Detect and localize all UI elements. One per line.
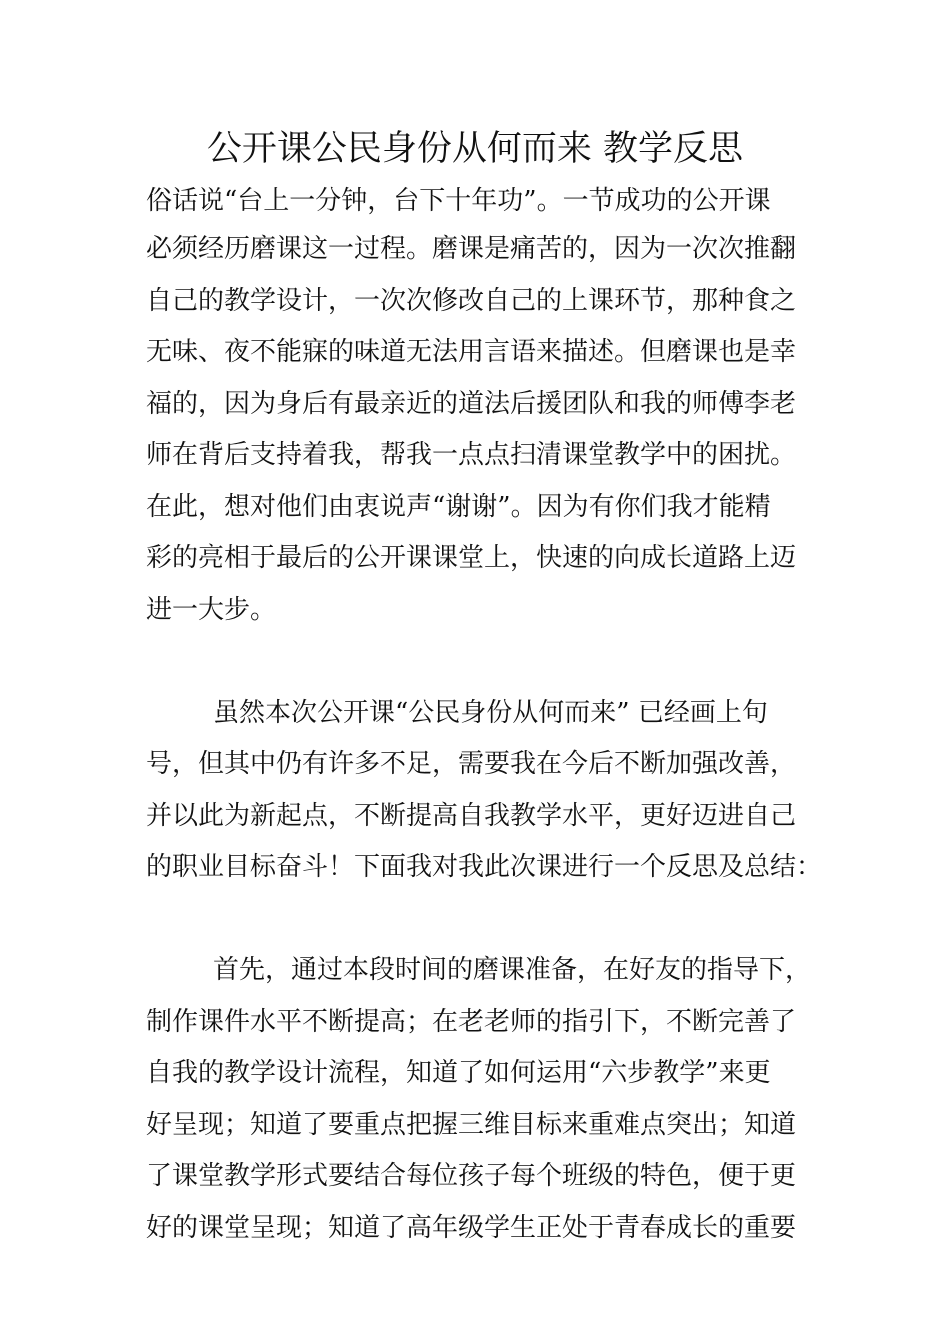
paragraph-line: 自我的教学设计流程，知道了如何运用“六步教学”来更 (146, 1058, 771, 1088)
paragraph-line: 虽然本次公开课“公民身份从何而来” 已经画上句 (213, 698, 768, 728)
paragraph-line: 无味、夜不能寐的味道无法用言语来描述。但磨课也是幸 (146, 337, 797, 367)
paragraph-line: 在此，想对他们由衷说声“谢谢”。因为有你们我才能精 (146, 492, 771, 522)
paragraph-line: 制作课件水平不断提高；在老老师的指引下，不断完善了 (146, 1007, 797, 1037)
paragraph-line: 彩的亮相于最后的公开课课堂上，快速的向成长道路上迈 (146, 543, 797, 573)
paragraph-line: 首先，通过本段时间的磨课准备，在好友的指导下， (213, 955, 812, 985)
paragraph-line: 并以此为新起点，不断提高自我教学水平，更好迈进自己 (146, 801, 797, 831)
paragraph-line: 的职业目标奋斗！下面我对我此次课进行一个反思及总结： (146, 852, 823, 882)
paragraph-line: 师在背后支持着我，帮我一点点扫清课堂教学中的困扰。 (146, 440, 797, 470)
paragraph-line: 好的课堂呈现；知道了高年级学生正处于青春成长的重要 (146, 1213, 797, 1243)
paragraph-line: 俗话说“台上一分钟，台下十年功”。一节成功的公开课 (146, 186, 771, 216)
paragraph-line: 自己的教学设计，一次次修改自己的上课环节，那种食之 (146, 286, 797, 316)
paragraph-line: 进一大步。 (146, 595, 277, 625)
paragraph-line: 必须经历磨课这一过程。磨课是痛苦的，因为一次次推翻 (146, 234, 797, 264)
document-title: 公开课公民身份从何而来 教学反思 (206, 129, 744, 169)
paragraph-line: 好呈现；知道了要重点把握三维目标来重难点突出；知道 (146, 1110, 797, 1140)
paragraph-line: 福的，因为身后有最亲近的道法后援团队和我的师傅李老 (146, 389, 797, 419)
paragraph-line: 号，但其中仍有许多不足，需要我在今后不断加强改善， (146, 749, 797, 779)
paragraph-line: 了课堂教学形式要结合每位孩子每个班级的特色，便于更 (146, 1161, 797, 1191)
